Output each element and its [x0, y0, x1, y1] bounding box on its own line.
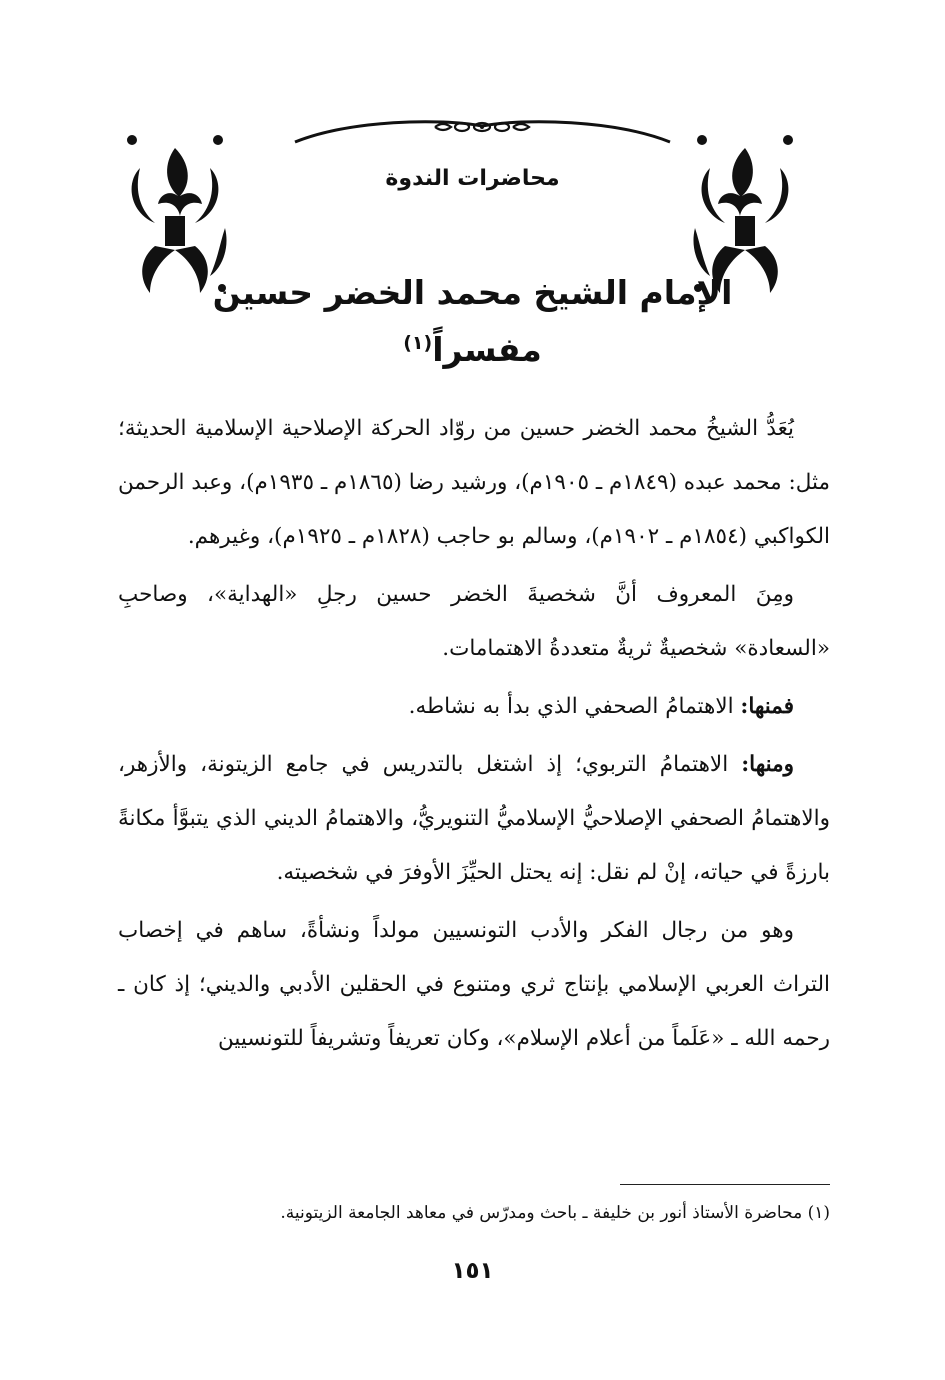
page-number: ١٥١ — [451, 1258, 494, 1284]
paragraph-text: وهو من رجال الفكر والأدب التونسيين مولداً ونشأةً، ساهم في إخصاب التراث العربي الإسلامي بإنتاج ثري ومتنوع في الحقلين الأدبي والديني؛ إذ كان ـ رحمه الله ـ «عَلَماً من أعلام الإسلام»، وكان تعريفاً وتشريفاً للتونسيين — [118, 918, 830, 1051]
header-flourish-ornament — [290, 112, 675, 152]
paragraph-text: يُعَدُّ الشيخُ محمد الخضر حسين من روّاد الحركة الإصلاحية الإسلامية الحديثة؛ مثل: محمد عبده (١٨٤٩م ـ ١٩٠٥م)، ورشيد رضا (١٨٦٥م ـ ١٩٣٥م)، وعبد الرحمن الكواكبي (١٨٥٤م ـ ١٩٠٢م)، وسالم بو حاجب (١٨٢٨م ـ ١٩٢٥م)، وغيرهم. — [118, 416, 831, 549]
paragraph-1 — [118, 402, 830, 564]
paragraph-text: الاهتمامُ الصحفي الذي بدأ به نشاطه. — [408, 694, 741, 719]
chapter-title — [150, 268, 795, 375]
title-footnote-marker: (١) — [403, 332, 433, 354]
paragraph-lead: فمنها: — [740, 694, 794, 719]
paragraph-3 — [118, 680, 830, 734]
paragraph-text: الاهتمامُ التربوي؛ إذ اشتغل بالتدريس في جامع الزيتونة، والأزهر، والاهتمامُ الصحفي الإصلاحيُّ الإسلاميُّ التنويريُّ، والاهتمامُ الديني الذي يتبوَّأ مكانةً بارزةً في حياته، إنْ لم نقل: إنه يحتل الحيِّزَ الأوفرَ في شخصيته. — [118, 752, 830, 885]
paragraph-lead: ومنها: — [741, 752, 794, 777]
paragraph-text: ومِنَ المعروف أنَّ شخصيةَ الخضر حسين رجلِ «الهداية»، وصاحبِ «السعادة» شخصيةٌ ثريةٌ متعددةُ الاهتمامات. — [118, 582, 830, 661]
body-text — [118, 402, 830, 1070]
footnote — [130, 1198, 830, 1228]
paragraph-2 — [118, 568, 830, 676]
footnote-text: محاضرة الأستاذ أنور بن خليفة ـ باحث ومدرّس في معاهد الجامعة الزيتونية. — [280, 1203, 803, 1223]
running-head: محاضرات الندوة — [385, 166, 560, 191]
paragraph-5 — [118, 904, 830, 1066]
chapter-title-text: الإمام الشيخ محمد الخضر حسين مفسراً — [212, 273, 733, 369]
footnote-separator — [620, 1184, 830, 1185]
paragraph-4 — [118, 738, 830, 900]
footnote-marker: (١) — [807, 1203, 830, 1223]
